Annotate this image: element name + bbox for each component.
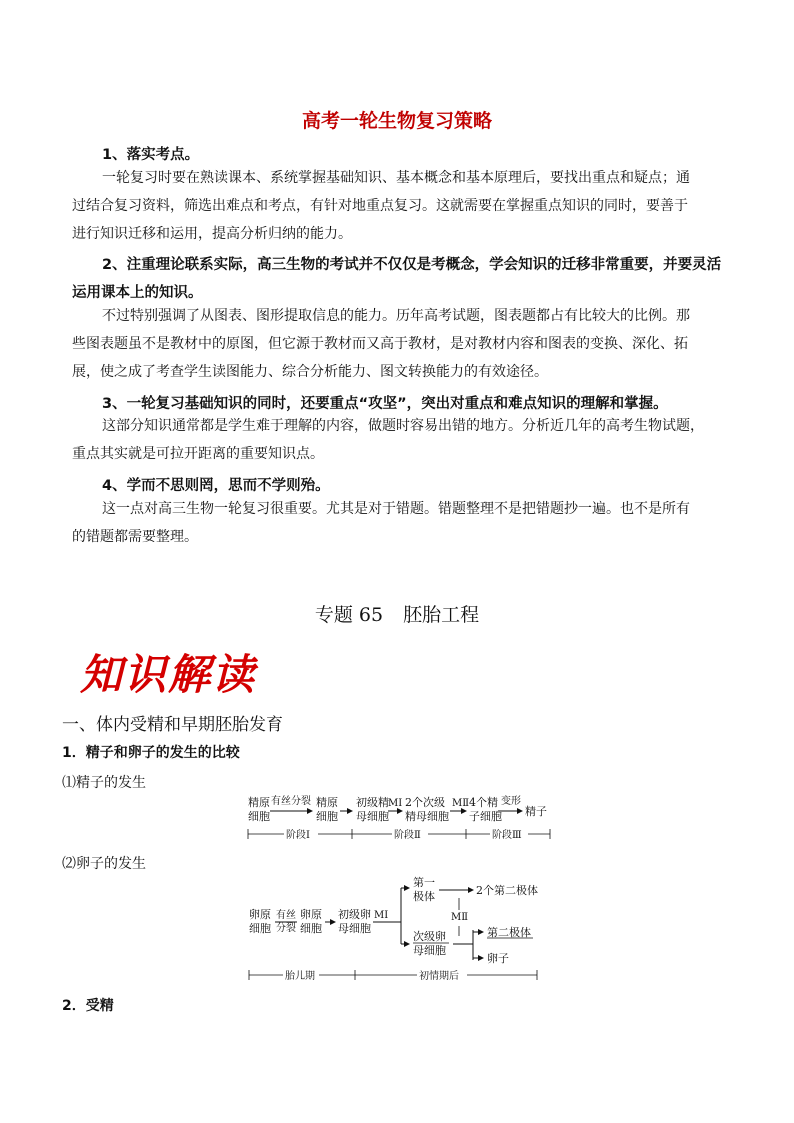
egg-node-3-line-1: 初级卵 [338, 908, 371, 921]
topic-name: 胚胎工程 [403, 604, 480, 626]
sperm-stage-2: 阶段Ⅱ [394, 830, 421, 841]
egg-first-polar-line-1: 第一 [413, 876, 435, 889]
strategy-heading-2-cont: 运用课本上的知识。 [72, 285, 203, 301]
egg-secondary-line-1: 次级卵 [413, 930, 446, 943]
topic-title [0, 600, 794, 627]
sperm-node-4-line-1: 2个次级 [405, 796, 445, 809]
egg-top-output: 2个第二极体 [476, 884, 538, 897]
egg-stage-2: 初情期后 [419, 971, 459, 982]
knowledge-banner: 知识解读 [80, 650, 257, 699]
egg-arrow-3-label: MⅠ [374, 910, 389, 921]
egg-node-1-line-2: 细胞 [249, 922, 271, 935]
strategy-heading-1: 1、落实考点。 [102, 147, 200, 163]
topic-number: 专题 65 [314, 604, 384, 626]
strategy-para-1-line-1: 一轮复习时要在熟读课本、系统掌握基础知识、基本概念和基本原理后，要找出重点和疑点；通 [102, 170, 690, 186]
sperm-node-2-line-1: 精原 [316, 796, 338, 809]
subsection-heading-1: 1．精子和卵子的发生的比较 [62, 745, 240, 761]
strategy-para-2-line-1: 不过特别强调了从图表、图形提取信息的能力。历年高考试题，图表题都占有比较大的比例。那 [102, 308, 690, 324]
strategy-para-1-line-3: 进行知识迁移和运用，提高分析归纳的能力。 [72, 226, 352, 242]
strategy-para-3-line-2: 重点其实就是可拉开距离的重要知识点。 [72, 446, 324, 462]
strategy-para-4-line-2: 的错题都需要整理。 [72, 529, 198, 545]
sperm-arrow-3-label: MⅠ [388, 798, 403, 809]
egg-ovum: 卵子 [487, 952, 509, 965]
sperm-node-5-line-1: 4个精 [469, 796, 498, 809]
egg-secondary-line-2: 母细胞 [413, 944, 446, 957]
strategy-para-2-line-3: 展，使之成了考查学生读图能力、综合分析能力、图文转换能力的有效途径。 [72, 364, 548, 380]
sperm-node-2-line-2: 细胞 [316, 810, 338, 823]
strategy-para-1-line-2: 过结合复习资料，筛选出难点和考点，有针对地重点复习。这就需要在掌握重点知识的同时，要善于 [72, 198, 688, 214]
sperm-arrow-5-label: 变形 [501, 796, 521, 807]
subsection-heading-2: 2．受精 [62, 998, 114, 1014]
sperm-node-4-line-2: 精母细胞 [405, 810, 449, 823]
egg-node-2-line-1: 卵原 [300, 908, 322, 921]
strategy-heading-4: 4、学而不思则罔，思而不学则殆。 [102, 478, 330, 494]
section-heading: 一、体内受精和早期胚胎发育 [62, 715, 283, 735]
egg-first-polar-line-2: 极体 [413, 890, 435, 903]
sperm-genesis-label: ⑴精子的发生 [62, 775, 146, 791]
egg-genesis-label: ⑵卵子的发生 [62, 856, 146, 872]
sperm-stage-1: 阶段Ⅰ [286, 830, 310, 841]
sperm-node-3-line-1: 初级精 [356, 796, 389, 809]
oogenesis-diagram [245, 874, 545, 986]
strategy-para-2-line-2: 些图表题虽不是教材中的原图，但它源于教材而又高于教材，是对教材内容和图表的变换、深化、拓 [72, 336, 688, 352]
sperm-arrow-1-label: 有丝分裂 [271, 796, 311, 807]
strategy-para-3-line-1: 这部分知识通常都是学生难于理解的内容，做题时容易出错的地方。分析近几年的高考生物试题， [102, 418, 704, 434]
egg-node-1-line-1: 卵原 [249, 908, 271, 921]
spermatogenesis-diagram [240, 792, 560, 844]
sperm-arrow-4-label: MⅡ [452, 798, 470, 809]
egg-arrow-1-label-2: 分裂 [276, 923, 296, 934]
sperm-node-6: 精子 [525, 805, 547, 818]
egg-stage-1: 胎儿期 [285, 971, 315, 982]
strategy-para-4-line-1: 这一点对高三生物一轮复习很重要。尤其是对于错题。错题整理不是把错题抄一遍。也不是所有 [102, 501, 690, 517]
egg-mid-label: MⅡ [451, 912, 469, 923]
strategy-heading-2: 2、注重理论联系实际，高三生物的考试并不仅仅是考概念，学会知识的迁移非常重要，并要灵活 [102, 257, 722, 273]
sperm-node-1-line-1: 精原 [248, 796, 270, 809]
sperm-stage-3: 阶段Ⅲ [492, 830, 522, 841]
strategy-heading-3: 3、一轮复习基础知识的同时，还要重点“攻坚”，突出对重点和难点知识的理解和掌握。 [102, 396, 668, 412]
egg-second-polar: 第二极体 [487, 926, 531, 939]
strategy-title: 高考一轮生物复习策略 [301, 110, 492, 132]
sperm-node-3-line-2: 母细胞 [356, 810, 389, 823]
egg-node-3-line-2: 母细胞 [338, 922, 371, 935]
egg-arrow-1-label-1: 有丝 [276, 910, 296, 921]
sperm-node-5-line-2: 子细胞 [469, 810, 502, 823]
sperm-node-1-line-2: 细胞 [248, 810, 270, 823]
egg-node-2-line-2: 细胞 [300, 922, 322, 935]
